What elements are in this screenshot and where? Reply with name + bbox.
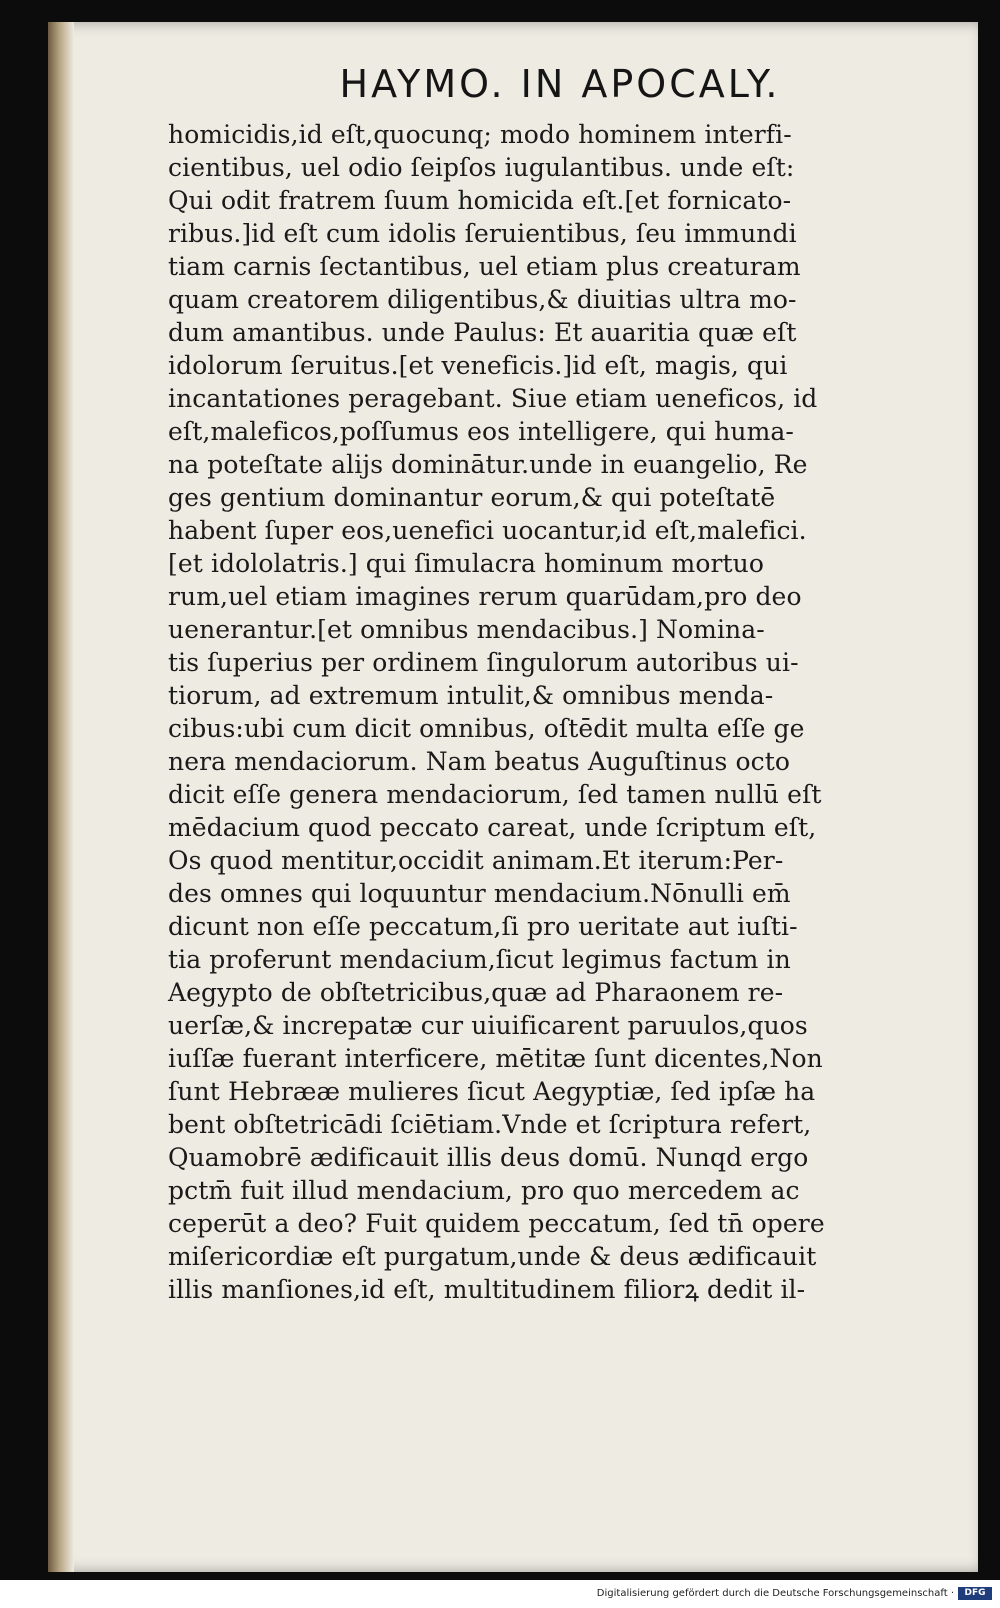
text-line: [et idololatris.] qui ſimulacra hominum mortuo <box>168 549 765 578</box>
text-line: incantationes peragebant. Siue etiam ueneficos, id <box>168 384 818 413</box>
text-line: tia proferunt mendacium,ſicut legimus factum in <box>168 945 791 974</box>
text-line: dicit eſſe genera mendaciorum, ſed tamen nullū eſt <box>168 780 822 809</box>
text-line: cibus:ubi cum dicit omnibus, oſtēdit multa eſſe ge <box>168 714 805 743</box>
text-line: homicidis,id eſt,quocunq; modo hominem interfi- <box>168 120 792 149</box>
text-line: idolorum ſeruitus.[et veneficis.]id eſt, magis, qui <box>168 351 788 380</box>
text-line: ſunt Hebrææ mulieres ſicut Aegyptiæ, ſed ipſæ ha <box>168 1077 816 1106</box>
text-line: tis ſuperius per ordinem ſingulorum autoribus ui- <box>168 648 799 677</box>
text-line: ges gentium dominantur eorum,& qui poteſtatē <box>168 483 776 512</box>
text-line: uenerantur.[et omnibus mendacibus.] Nomina- <box>168 615 765 644</box>
text-line: pctm̄ fuit illud mendacium, pro quo mercedem ac <box>168 1176 800 1205</box>
text-line: nera mendaciorum. Nam beatus Auguſtinus octo <box>168 747 791 776</box>
text-line: miſericordiæ eſt purgatum,unde & deus ædificauit <box>168 1242 817 1271</box>
text-line: iuſſæ fuerant interficere, mētitæ ſunt dicentes,Non <box>168 1044 823 1073</box>
text-line: Aegypto de obſtetricibus,quæ ad Pharaonem re- <box>168 978 784 1007</box>
text-line: ribus.]id eſt cum idolis ſeruientibus, ſeu immundi <box>168 219 797 248</box>
text-line: dum amantibus. unde Paulus: Et auaritia quæ eſt <box>168 318 797 347</box>
text-line: Os quod mentitur,occidit animam.Et iterum:Per- <box>168 846 784 875</box>
text-line: ceperūt a deo? Fuit quidem peccatum, ſed tn̄ opere <box>168 1209 825 1238</box>
text-line: eſt,maleficos,poſſumus eos intelligere, qui huma- <box>168 417 794 446</box>
text-line: des omnes qui loquuntur mendacium.Nōnulli em̄ <box>168 879 791 908</box>
running-header: HAYMO. IN APOCALY. <box>339 62 781 106</box>
dfg-logo: DFG <box>958 1587 992 1600</box>
text-line: quam creatorem diligentibus,& diuitias ultra mo- <box>168 285 797 314</box>
text-line: tiorum, ad extremum intulit,& omnibus menda- <box>168 681 774 710</box>
text-line: dicunt non eſſe peccatum,ſi pro ueritate aut iuſti- <box>168 912 798 941</box>
text-line: tiam carnis ſectantibus, uel etiam plus creaturam <box>168 252 801 281</box>
text-line: cientibus, uel odio ſeipſos iugulantibus. unde eſt: <box>168 153 795 182</box>
body-text <box>168 118 938 1306</box>
book-spine-shadow <box>48 22 74 1572</box>
text-line: Qui odit fratrem ſuum homicida eſt.[et fornicato- <box>168 186 792 215</box>
text-line: uerſæ,& increpatæ cur uiuificarent paruulos,quos <box>168 1011 808 1040</box>
text-line: illis manſiones,id eſt, multitudinem filiorꝝ dedit il- <box>168 1275 806 1304</box>
text-line: na poteſtate alijs dominātur.unde in euangelio, Re <box>168 450 808 479</box>
text-line: mēdacium quod peccato careat, unde ſcriptum eſt, <box>168 813 817 842</box>
text-line: rum,uel etiam imagines rerum quarūdam,pro deo <box>168 582 802 611</box>
text-line: habent ſuper eos,uenefici uocantur,id eſt,malefici. <box>168 516 807 545</box>
text-line: Quamobrē ædificauit illis deus domū. Nunqd ergo <box>168 1143 809 1172</box>
text-line: bent obſtetricādi ſciētiam.Vnde et ſcriptura refert, <box>168 1110 812 1139</box>
digitization-credit: Digitalisierung gefördert durch die Deutsche Forschungsgemeinschaft · <box>596 1588 954 1599</box>
